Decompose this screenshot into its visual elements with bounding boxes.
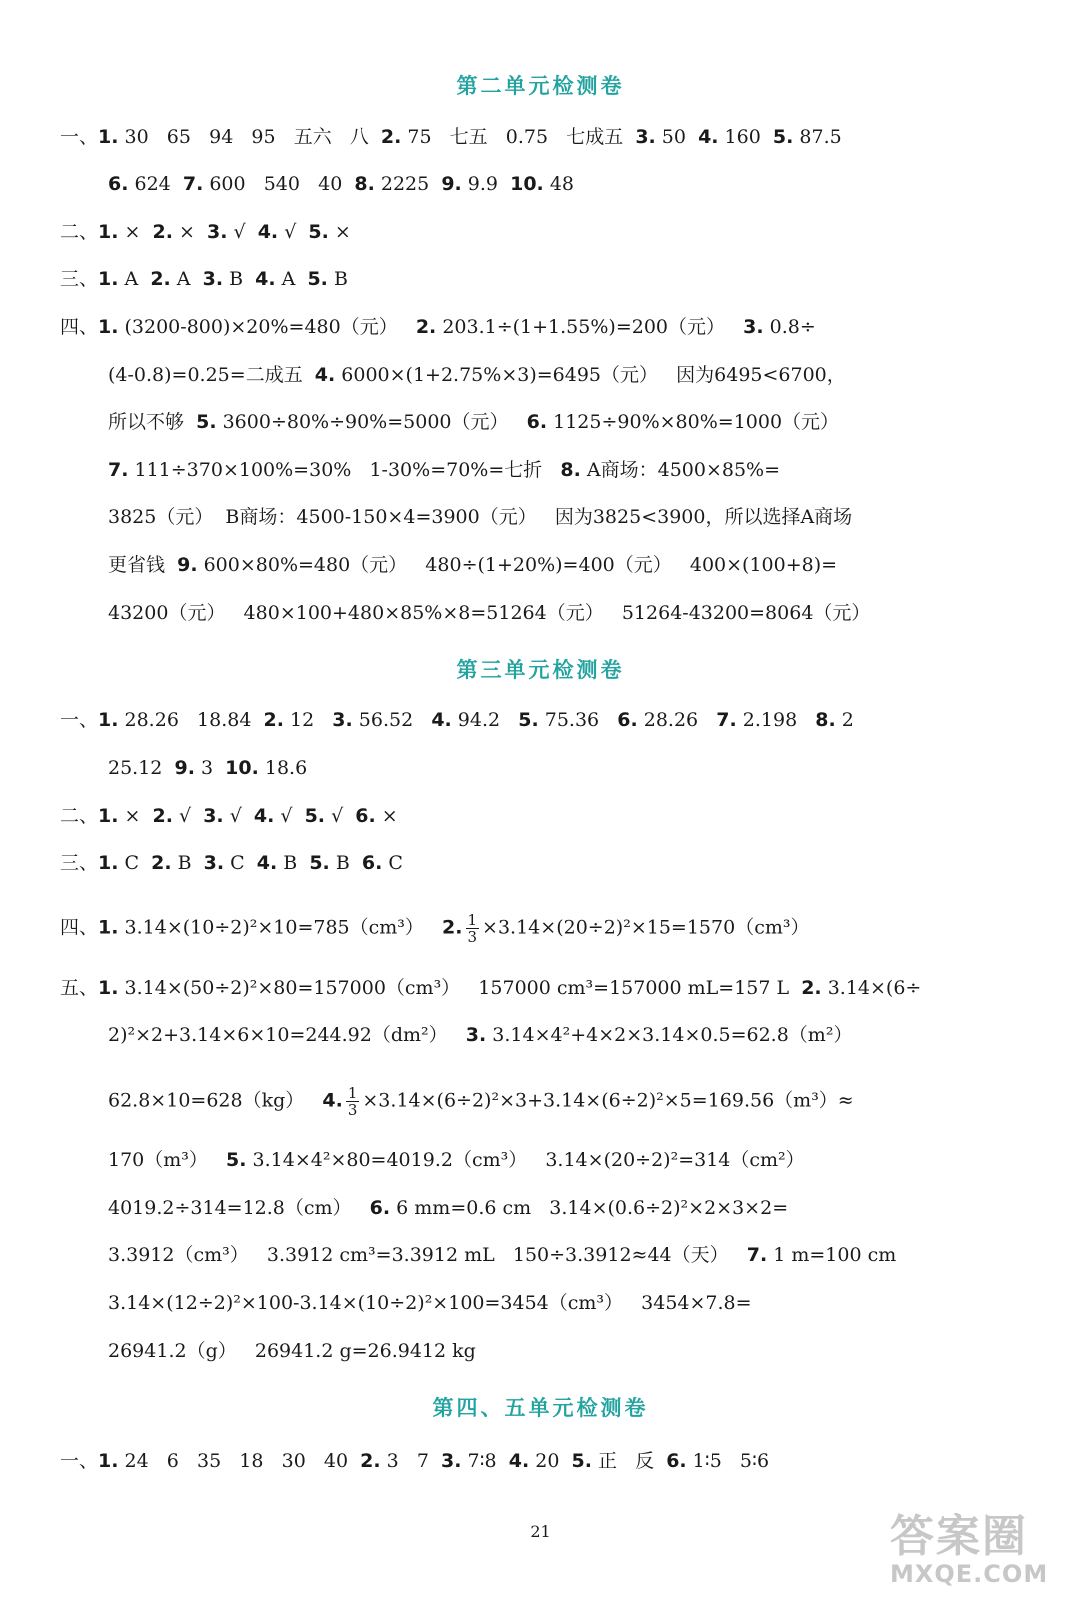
answer-text: 3.14×4²×80=4019.2（cm³） 3.14×(20÷2)²=314（cm²） [246,1149,805,1171]
answer-line [108,1195,1020,1221]
answer-text: 3825（元） B商场：4500-150×4=3900（元） 因为3825<3900，所以选择A商场 [108,506,853,528]
answer-text: 87.5 [793,126,842,148]
answer-text: 28.26 [637,709,717,731]
question-number: 1. [98,316,119,338]
answer-line [60,850,1020,876]
question-number: 3. [441,1450,462,1472]
fraction-numerator: 1 [467,911,478,929]
answer-line [108,1022,1020,1048]
answer-text: 18.6 [258,757,308,779]
fraction-numerator: 1 [347,1084,358,1102]
line-part: ×3.14×(6÷2)²×3+3.14×(6÷2)²×5=169.56（m³）≈ [362,1089,854,1112]
question-number: 6. [369,1197,391,1219]
answer-text: 所以不够 [108,411,197,433]
answer-text: 正 反 [591,1450,667,1472]
question-number: 3. [207,221,228,243]
answer-text: (3200-800)×20%=480（元） [118,316,416,338]
question-number: 1. [98,268,119,290]
answer-line-with-fraction [108,1085,1020,1118]
question-number: 4. [508,1450,530,1472]
question-number: 1. [98,126,119,148]
question-number: 5. [307,268,328,290]
question-number: 2. [152,805,173,827]
question-number: 6. [108,173,129,195]
question-number: 9. [177,554,198,576]
answer-text: 7∶8 [461,1450,509,1472]
answer-text: 111÷370×100%=30% 1-30%=70%=七折 [128,459,561,481]
question-number: 6. [666,1450,687,1472]
question-number: 4. [257,221,279,243]
answer-text: 三、 [60,268,99,290]
question-number: 1. [98,709,119,731]
answer-text: B [277,852,310,874]
answer-text: 6 mm=0.6 cm 3.14×(0.6÷2)²×2×3×2= [390,1197,789,1219]
question-number: 8. [815,709,836,731]
answer-text: 3600÷80%÷90%=5000（元） [216,411,527,433]
answer-text: 624 [128,173,183,195]
answer-text: A [170,268,203,290]
section-title-unit4-5: 第四、五单元检测卷 [432,1396,649,1420]
answer-text: 3.14×4²+4×2×3.14×0.5=62.8（m²） [486,1024,853,1046]
question-number: 5. [308,221,329,243]
answer-text: 12 [283,709,333,731]
answer-text: 3 7 [380,1450,442,1472]
answer-text: B [223,268,256,290]
question-number: 1. [98,1450,119,1472]
answer-text: A商场：4500×85%= [580,459,781,481]
question-number: 3. [743,316,764,338]
question-number: 7. [746,1244,768,1266]
answer-line [108,504,1020,530]
answer-text: 3.14×(12÷2)²×100-3.14×(10÷2)²×100=3454（cm³） 3454×7.8= [108,1292,752,1314]
question-number: 8. [560,459,581,481]
answer-text: 一、 [60,709,99,731]
answer-text: 3.14×(6÷ [821,977,922,999]
answer-text: 五、 [60,977,99,999]
answer-text: √ [278,221,309,243]
question-number: 3. [203,852,225,874]
question-number: 6. [526,411,548,433]
answer-text: 二、 [60,805,99,827]
fraction [346,1085,360,1118]
answer-text: √ [223,805,254,827]
question-number: 10. [510,173,544,195]
answer-text: × [172,221,208,243]
answer-line [108,1338,1020,1364]
question-number: 7. [182,173,204,195]
question-number: 3. [202,268,224,290]
question-number: 2. [151,852,172,874]
question-number: 4. [698,126,719,148]
question-number: 2. [801,977,822,999]
answer-line-with-fraction [60,912,1020,945]
line-part [60,917,463,939]
answer-line [60,975,1020,1001]
answer-text: 3 [194,757,226,779]
fraction-denominator: 3 [347,1101,358,1119]
answer-text: 20 [529,1450,572,1472]
section-title-unit3: 第三单元检测卷 [456,658,625,682]
answer-text: 30 65 94 95 五六 八 [118,126,381,148]
answer-text: 24 6 35 18 30 40 [118,1450,361,1472]
answer-text: 3.14×(50÷2)²×80=157000（cm³） 157000 cm³=157000 mL=157 L [118,977,802,999]
answer-line [108,1147,1020,1173]
question-number: 4. [322,1089,343,1112]
question-number: 2. [263,709,284,731]
question-number: 1. [98,852,119,874]
question-number: 4. [256,852,278,874]
fraction-denominator: 3 [467,928,478,946]
answer-line [60,219,1020,245]
answer-text: 1 m=100 cm [767,1244,897,1266]
answer-line [108,457,1020,483]
question-number: 6. [361,852,383,874]
answer-text: (4-0.8)=0.25=二成五 [108,364,315,386]
answer-text: 更省钱 [108,554,178,576]
answer-text: 2 [835,709,854,731]
answer-text: 四、 [60,316,99,338]
question-number: 5. [309,852,330,874]
watermark-logo [890,1500,1070,1590]
question-number: 5. [571,1450,592,1472]
answer-text: B [171,852,204,874]
answer-line [60,803,1020,829]
question-number: 1. [98,916,119,939]
question-number: 6. [355,805,376,827]
answer-text: A [275,268,308,290]
answer-text: 203.1÷(1+1.55%)=200（元） [436,316,744,338]
answer-text: 48 [543,173,574,195]
question-number: 1. [98,221,119,243]
answer-text: 50 [655,126,699,148]
answer-text: 二、 [60,221,99,243]
answer-line [108,1290,1020,1316]
question-number: 8. [354,173,375,195]
answer-text: 600 540 40 [203,173,355,195]
answer-text: 2225 [374,173,442,195]
answer-text: 75.36 [538,709,618,731]
answer-text: 94.2 [451,709,519,731]
question-number: 3. [203,805,224,827]
answer-text: 170（m³） [108,1149,227,1171]
question-number: 4. [431,709,452,731]
answer-line [108,552,1020,578]
answer-text: 1125÷90%×80%=1000（元） [547,411,840,433]
answer-text: 1∶5 5∶6 [686,1450,770,1472]
answer-line [60,124,1020,150]
answer-text: 25.12 [108,757,175,779]
question-number: 9. [174,757,195,779]
fraction [466,912,480,945]
answer-line [108,171,1020,197]
question-number: 7. [108,459,129,481]
answer-text: 四、 [60,916,99,939]
answer-text: 3.3912（cm³） 3.3912 cm³=3.3912 mL 150÷3.3912≈44（天） [108,1244,747,1266]
page-number: 21 [530,1522,551,1541]
answer-text: 4019.2÷314=12.8（cm） [108,1197,370,1219]
answer-text: 三、 [60,852,99,874]
question-number: 4. [253,805,275,827]
watermark-text: 答案圈 [890,1511,1028,1562]
answer-text: 26941.2（g） 26941.2 g=26.9412 kg [108,1340,476,1362]
question-number: 2. [442,916,463,939]
answer-text: B [327,268,348,290]
answer-text: 2)²×2+3.14×6×10=244.92（dm²） [108,1024,466,1046]
question-number: 2. [150,268,171,290]
question-number: 5. [772,126,794,148]
question-number: 5. [196,411,217,433]
answer-line [108,755,1020,781]
answer-text: 一、 [60,126,99,148]
answer-text: √ [227,221,258,243]
question-number: 3. [465,1024,487,1046]
answer-line [108,409,1020,435]
answer-line [60,707,1020,733]
section-title-unit2: 第二单元检测卷 [456,74,625,98]
answer-text: B [329,852,362,874]
question-number: 7. [716,709,737,731]
question-number: 4. [255,268,276,290]
answer-text: C [382,852,403,874]
question-number: 5. [518,709,539,731]
question-number: 9. [441,173,462,195]
answer-text: × [328,221,351,243]
question-number: 1. [98,977,119,999]
question-number: 5. [226,1149,247,1171]
answer-text: C [224,852,257,874]
answer-line [108,600,1020,626]
answer-line [60,1448,1020,1474]
question-number: 3. [332,709,353,731]
question-number: 2. [380,126,402,148]
question-number: 3. [635,126,656,148]
line-part [108,1090,343,1112]
answer-text: 6000×(1+2.75%×3)=6495（元） 因为6495<6700， [335,364,846,386]
answer-line [60,266,1020,292]
answer-text: 9.9 [461,173,511,195]
answer-text: 56.52 [352,709,432,731]
answer-text: √ [274,805,305,827]
answer-text: 28.26 18.84 [118,709,264,731]
answer-line [60,314,1020,340]
answer-text: × [118,805,153,827]
answer-text: 160 [718,126,773,148]
question-number: 5. [304,805,326,827]
question-number: 2. [152,221,173,243]
question-number: 1. [98,805,119,827]
answer-text: 75 七五 0.75 七成五 [401,126,636,148]
answer-text: √ [172,805,204,827]
question-number: 4. [314,364,336,386]
answer-text: × [375,805,398,827]
question-number: 10. [225,757,259,779]
line-part: ×3.14×(20÷2)²×15=1570（cm³） [482,916,810,939]
answer-text: √ [325,805,356,827]
answer-text: 600×80%=480（元） 480÷(1+20%)=400（元） 400×(100+8)= [197,554,838,576]
answer-line [108,362,1020,388]
question-number: 6. [617,709,638,731]
question-number: 2. [415,316,437,338]
answer-text: A [118,268,151,290]
answer-text: 62.8×10=628（kg） [108,1089,323,1112]
answer-text: 43200（元） 480×100+480×85%×8=51264（元） 51264-43200=8064（元） [108,602,871,624]
answer-text: 0.8÷ [763,316,816,338]
answer-text: 一、 [60,1450,99,1472]
watermark-url: MXQE.COM [890,1560,1049,1588]
answer-text: × [118,221,153,243]
question-number: 2. [360,1450,381,1472]
answer-text: C [118,852,152,874]
answer-text: 3.14×(10÷2)²×10=785（cm³） [118,916,443,939]
answer-text: 2.198 [736,709,816,731]
answer-line [108,1242,1020,1268]
